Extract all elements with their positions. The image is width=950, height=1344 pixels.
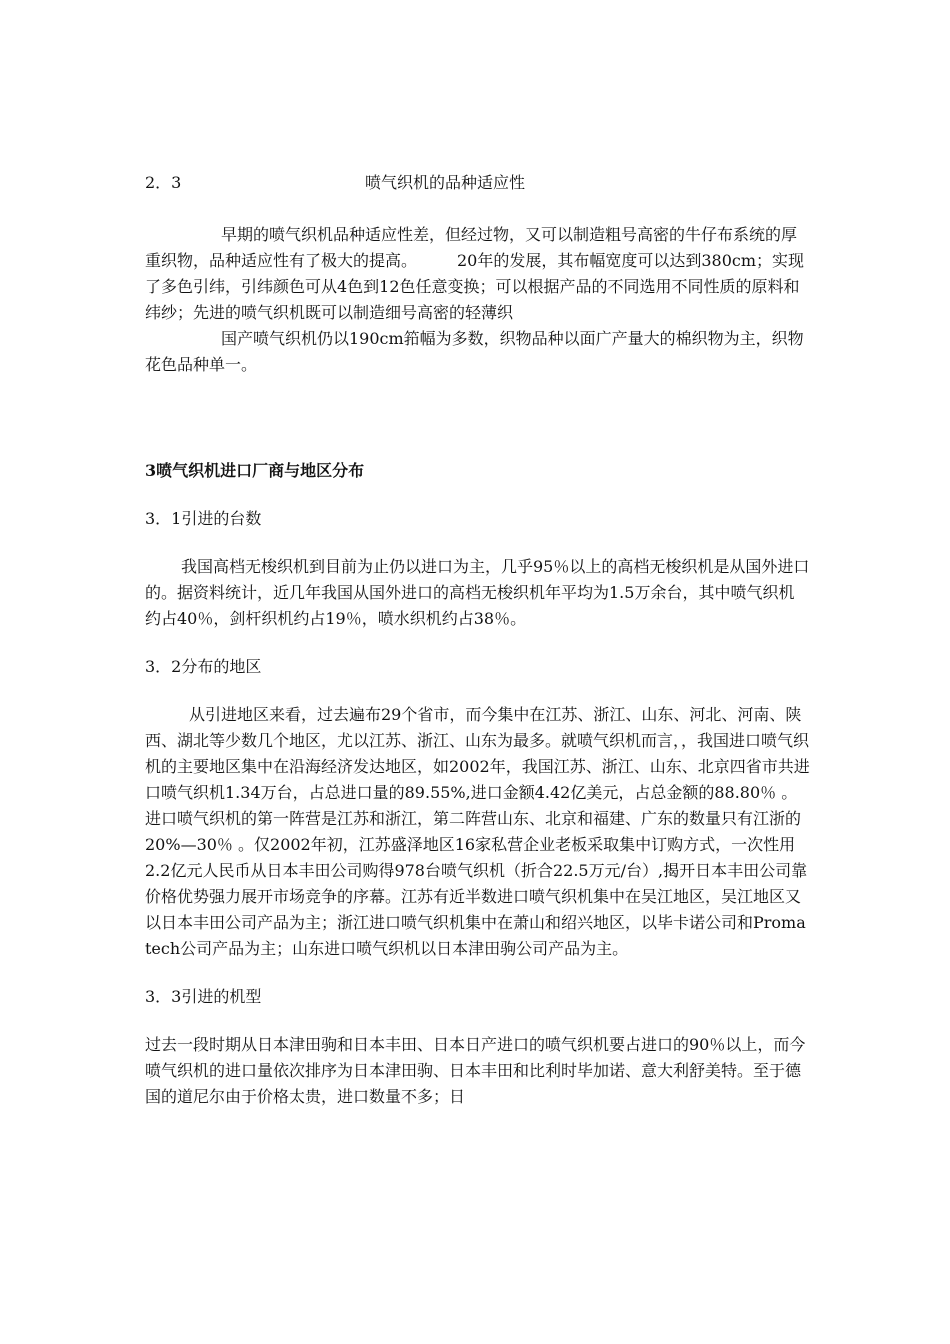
section-3-1-paragraph: 我国高档无梭织机到目前为止仍以进口为主，几乎95％以上的高档无梭织机是从国外进口的。据资料统计，近几年我国从国外进口的高档无梭织机年平均为1.5万余台，其中喷气织机约占40％，剑杆织机约占19％，喷水织机约占38％。: [145, 557, 810, 628]
chapter-3-heading: 3喷气织机进口厂商与地区分布: [145, 461, 365, 480]
section-3-2-paragraph: 从引进地区来看，过去遍布29个省市，而今集中在江苏、浙江、山东、河北、河南、陕西、湖北等少数几个地区，尤以江苏、浙江、山东为最多。就喷气织机而言，，我国进口喷气织机的主要地区集中在沿海经济发达地区，如2002年，我国江苏、浙江、山东、北京四省市共进口喷气织机1.34万台，占总进口量的89.55%,进口金额4.42亿美元，占总金额的88.80％ 。进口喷气织机的第一阵营是江苏和浙江，第二阵营山东、北京和福建、广东的数量只有江浙的20%—30％ 。仅2002年初，江苏盛泽地区16家私营企业老板采取集中订购方式，一次性用2.2亿元人民币从日本丰田公司购得978台喷气织机（折合22.5万元/台）,揭开日本丰田公司靠价格优势强力展开市场竞争的序幕。江苏有近半数进口喷气织机集中在吴江地区，吴江地区又以日本丰田公司产品为主；浙江进口喷气织机集中在萧山和绍兴地区，以毕卡诺公司和Promatech公司产品为主；山东进口喷气织机以日本津田驹公司产品为主。: [145, 705, 810, 958]
section-2-3-heading: [145, 170, 810, 196]
section-3-3-paragraph: 过去一段时期从日本津田驹和日本丰田、日本日产进口的喷气织机要占进口的90％以上，而今喷气织机的进口量依次排序为日本津田驹、日本丰田和比利时毕加诺、意大利舒美特。至于德国的道尼尔由于价格太贵，进口数量不多；日: [145, 1035, 806, 1106]
section-2-3-paragraph-2: 国产喷气织机仍以190cm筘幅为多数，织物品种以面广产量大的棉织物为主，织物花色品种单一。: [145, 329, 804, 374]
section-3-1-heading: 3．1引进的台数: [145, 509, 262, 528]
section-3-2-heading: 3．2分布的地区: [145, 657, 262, 676]
section-number: 2．3: [145, 173, 182, 192]
section-3-3-heading: 3．3引进的机型: [145, 987, 262, 1006]
document-body: [145, 170, 810, 1110]
section-title: 喷气织机的品种适应性: [365, 173, 526, 192]
section-2-3-paragraph-1: 早期的喷气织机品种适应性差，但经过物，又可以制造粗号高密的牛仔布系统的厚重织物，品种适应性有了极大的提高。 20年的发展，其布幅宽度可以达到380cm；实现了多色引纬，引纬颜色可从4色到12色任意变换；可以根据产品的不同选用不同性质的原料和纬纱；先进的喷气织机既可以制造细号高密的轻薄织: [145, 225, 805, 322]
